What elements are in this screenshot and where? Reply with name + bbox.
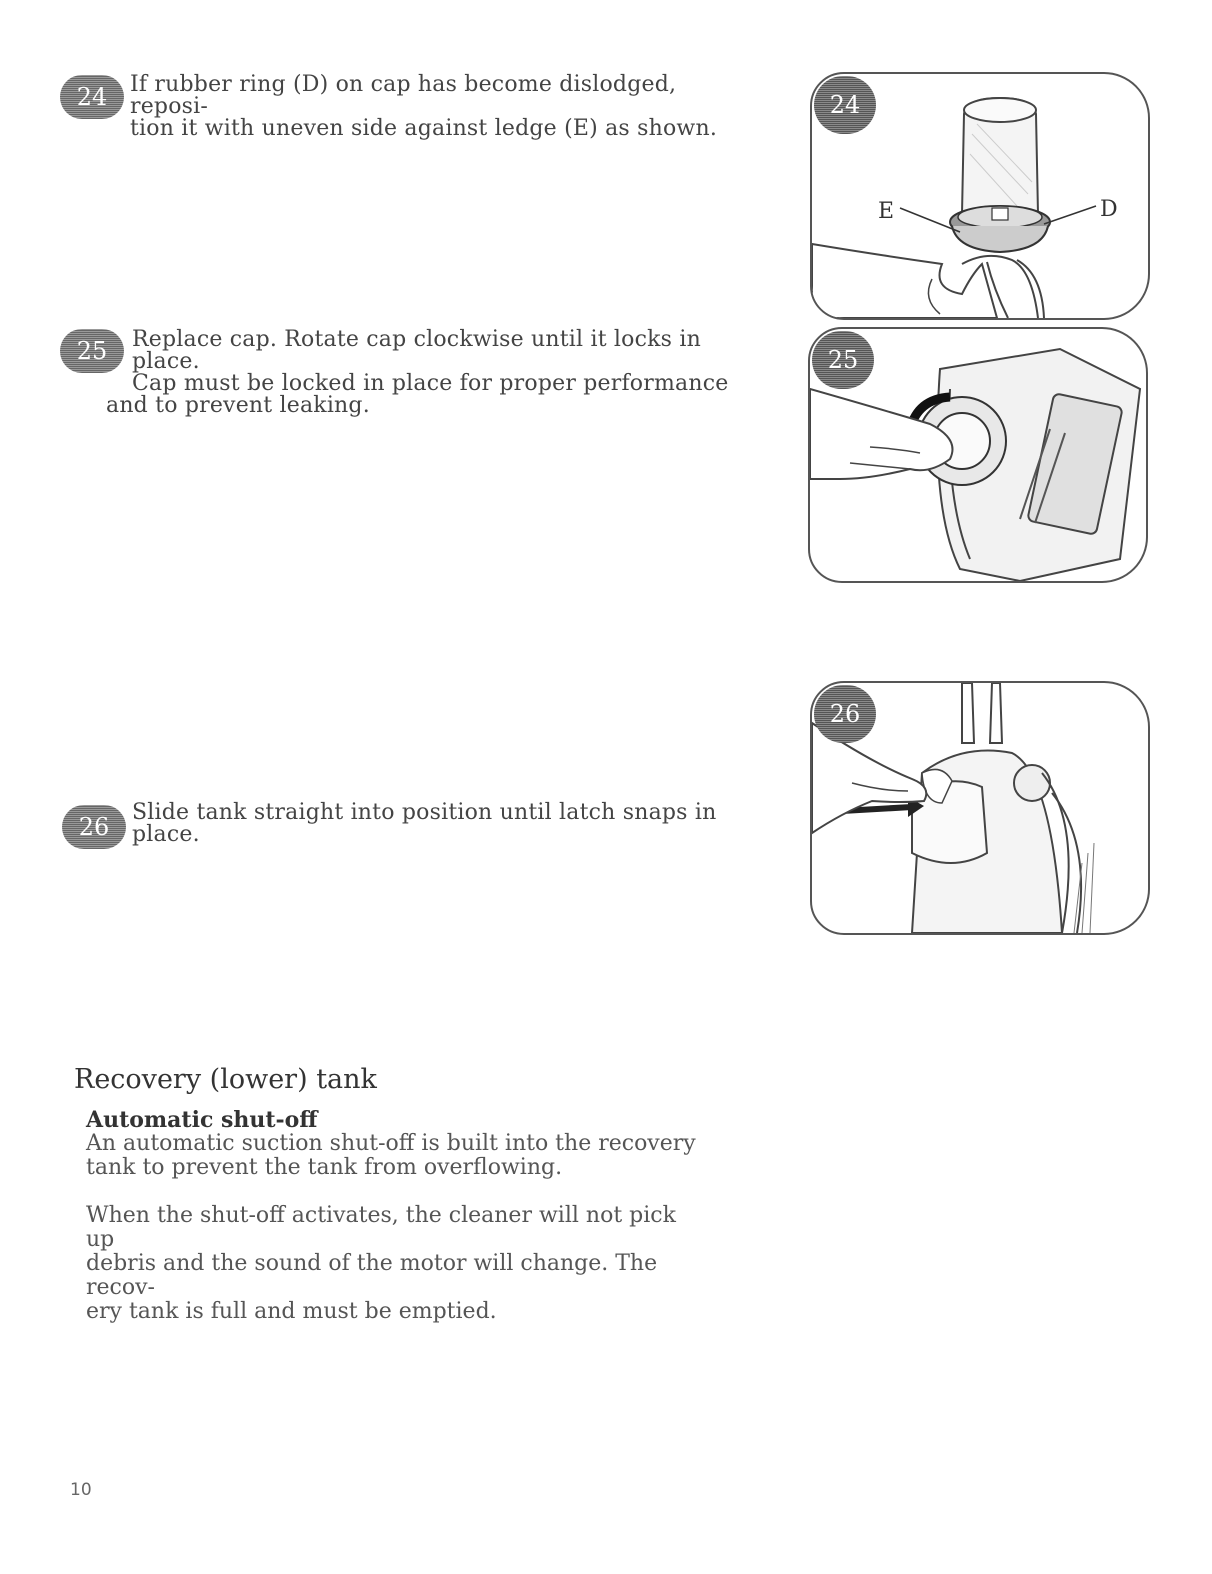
step-26-line-1: Slide tank straight into position until latch snaps in (132, 800, 717, 825)
step-26-text (132, 802, 732, 846)
figure-25-badge: 25 (812, 331, 874, 389)
figure-26-illustration (810, 681, 1150, 935)
figure-24-label-d: D (1100, 197, 1118, 222)
section-title: Recovery (lower) tank (74, 1064, 377, 1095)
figure-24-illustration (810, 72, 1150, 320)
step-24-line-1: If rubber ring (D) on cap has become dislodged, reposi- (130, 72, 677, 119)
step-25-line-1: Replace cap. Rotate cap clockwise until it locks in place. (132, 327, 701, 374)
section-paragraph-1 (86, 1132, 706, 1180)
figure-24-badge: 24 (814, 76, 876, 134)
section-paragraph-2-line-2: debris and the sound of the motor will change. The recov- (86, 1251, 658, 1300)
step-24-text (130, 74, 750, 140)
step-25-text (106, 329, 746, 417)
figure-24-label-e: E (878, 199, 895, 224)
section-paragraph-1-line-1: An automatic suction shut-off is built into the recovery (86, 1131, 696, 1156)
step-24-line-2: tion it with uneven side against ledge (E) as shown. (130, 116, 718, 141)
section-paragraph-2-line-3: ery tank is full and must be emptied. (86, 1299, 497, 1324)
subsection-title: Automatic shut-off (86, 1107, 318, 1133)
step-26-line-2: place. (132, 822, 200, 847)
section-paragraph-2 (86, 1204, 706, 1324)
step-26-badge: 26 (62, 805, 126, 849)
step-25-line-3: and to prevent leaking. (106, 393, 370, 418)
figure-25-illustration (808, 327, 1148, 583)
step-25-badge: 25 (60, 329, 124, 373)
page-number: 10 (70, 1480, 92, 1500)
section-paragraph-1-line-2: tank to prevent the tank from overflowing. (86, 1155, 563, 1180)
step-25-line-2: Cap must be locked in place for proper performance (132, 371, 729, 396)
step-24-badge: 24 (60, 75, 124, 119)
figure-26-badge: 26 (814, 685, 876, 743)
section-paragraph-2-line-1: When the shut-off activates, the cleaner will not pick up (86, 1203, 676, 1252)
